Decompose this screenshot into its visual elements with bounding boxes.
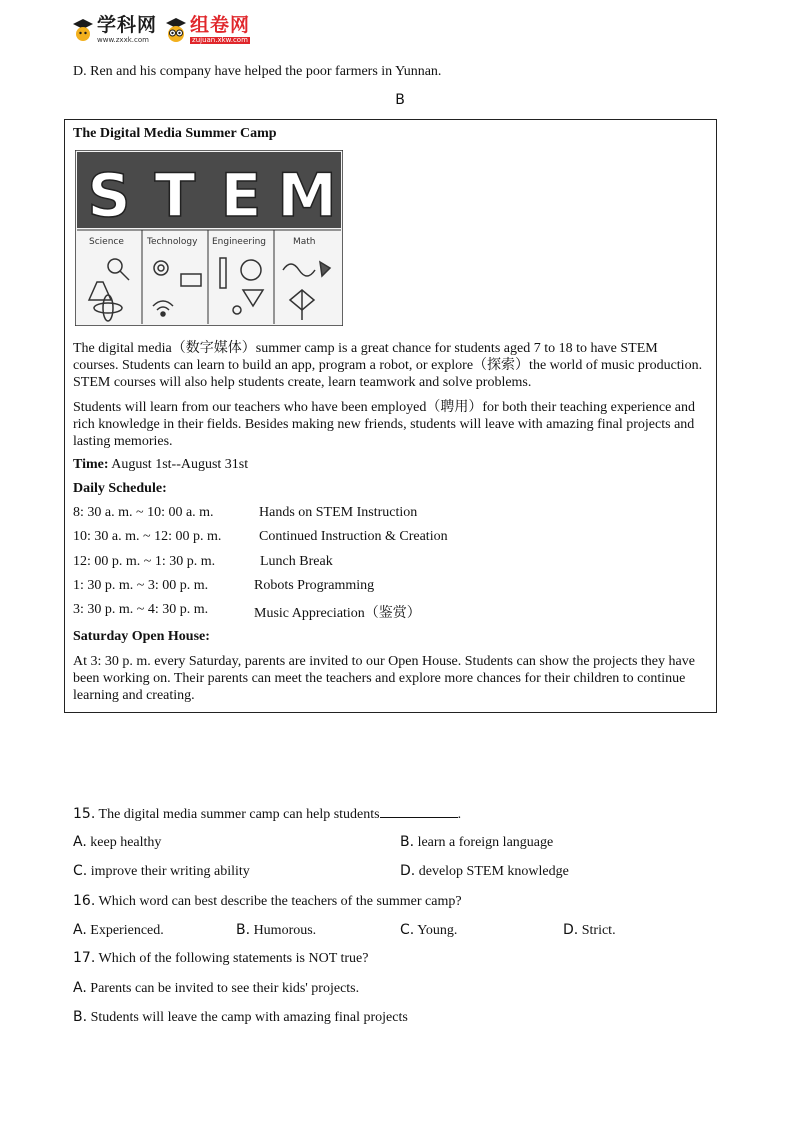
option-text: Humorous. bbox=[250, 923, 317, 938]
question-text: Which of the following statements is NOT true? bbox=[95, 951, 369, 966]
paragraph-line: lasting memories. bbox=[73, 434, 173, 449]
option-letter: C. bbox=[73, 863, 88, 879]
question-text: Which word can best describe the teachers of the summer camp? bbox=[95, 894, 462, 909]
option-15-d[interactable] bbox=[400, 863, 569, 880]
time-line bbox=[73, 456, 709, 473]
question-number: 16. bbox=[73, 893, 96, 909]
option-text: improve their writing ability bbox=[87, 864, 250, 879]
section-label: B bbox=[395, 92, 405, 108]
option-text: Young. bbox=[414, 923, 458, 938]
paragraph-line: STEM courses will also help students create, learn teamwork and solve problems. bbox=[73, 375, 532, 390]
paragraph-line: been working on. Their parents can meet the teachers and explore more chances for their children to continue bbox=[73, 671, 686, 686]
owl-icon bbox=[165, 17, 187, 43]
paragraph-line: At 3: 30 p. m. every Saturday, parents are invited to our Open House. Students can show the projects they have bbox=[73, 654, 695, 669]
option-letter: C. bbox=[400, 922, 415, 938]
option-text: keep healthy bbox=[86, 835, 162, 850]
stem-subject: Technology bbox=[147, 237, 198, 247]
schedule-time: 8: 30 a. m. ~ 10: 00 a. m. bbox=[73, 505, 214, 520]
question-number: 15. bbox=[73, 806, 96, 822]
schedule-time: 10: 30 a. m. ~ 12: 00 p. m. bbox=[73, 529, 222, 544]
schedule-row bbox=[73, 602, 421, 621]
zujuan-logo[interactable] bbox=[165, 16, 250, 44]
option-letter: B. bbox=[73, 1009, 88, 1025]
option-text: Students will leave the camp with amazing final projects bbox=[87, 1010, 408, 1025]
option-text: Parents can be invited to see their kids' projects. bbox=[86, 981, 360, 996]
paragraph-line: Students will learn from our teachers who have been employed（聘用）for both their teaching experience and bbox=[73, 400, 696, 415]
schedule-activity: Lunch Break bbox=[260, 554, 333, 569]
option-16-b[interactable] bbox=[236, 922, 316, 939]
paragraph-1 bbox=[73, 340, 709, 391]
header-logos bbox=[72, 10, 250, 50]
xueke-logo-name: 学科网 bbox=[97, 14, 158, 36]
question-17 bbox=[73, 950, 368, 967]
schedule-time: 3: 30 p. m. ~ 4: 30 p. m. bbox=[73, 602, 209, 617]
stem-letter: S bbox=[87, 161, 131, 231]
paragraph-line: courses. Students can learn to build an app, program a robot, or explore（探索）the world of music production. bbox=[73, 358, 703, 373]
option-16-c[interactable] bbox=[400, 922, 457, 939]
schedule-row bbox=[73, 554, 333, 570]
schedule-label: Daily Schedule: bbox=[73, 481, 167, 496]
option-16-d[interactable] bbox=[563, 922, 616, 939]
time-label: Time: bbox=[73, 457, 109, 472]
stem-illustration bbox=[75, 150, 343, 326]
question-16 bbox=[73, 893, 462, 910]
schedule-activity: Music Appreciation（鉴赏） bbox=[254, 606, 421, 621]
time-value: August 1st--August 31st bbox=[108, 457, 249, 472]
previous-option-d: D. Ren and his company have helped the poor farmers in Yunnan. bbox=[73, 64, 442, 79]
option-text: Experienced. bbox=[86, 923, 164, 938]
schedule-activity: Continued Instruction & Creation bbox=[259, 529, 448, 544]
schedule-row bbox=[73, 578, 375, 594]
stem-letter: E bbox=[220, 161, 262, 231]
option-15-c[interactable] bbox=[73, 863, 250, 880]
option-text: learn a foreign language bbox=[414, 835, 554, 850]
question-number: 17. bbox=[73, 950, 96, 966]
stem-subject: Science bbox=[89, 237, 124, 247]
schedule-time: 12: 00 p. m. ~ 1: 30 p. m. bbox=[73, 554, 216, 569]
option-letter: D. bbox=[563, 922, 579, 938]
xueke-logo-url: www.zxxk.com bbox=[97, 36, 149, 44]
option-text: Strict. bbox=[578, 923, 616, 938]
zujuan-logo-name: 组卷网 bbox=[190, 14, 251, 36]
option-letter: A. bbox=[73, 980, 87, 996]
schedule-activity: Hands on STEM Instruction bbox=[259, 505, 418, 520]
passage-title: The Digital Media Summer Camp bbox=[73, 126, 277, 141]
paragraph-line: learning and creating. bbox=[73, 688, 195, 703]
option-text: develop STEM knowledge bbox=[415, 864, 569, 879]
stem-subject: Math bbox=[293, 237, 316, 247]
paragraph-2 bbox=[73, 399, 709, 450]
paragraph-line: rich knowledge in their fields. Besides making new friends, students will leave with amazing final projects and bbox=[73, 417, 695, 432]
option-17-b[interactable] bbox=[73, 1009, 408, 1026]
option-letter: B. bbox=[236, 922, 251, 938]
option-17-a[interactable] bbox=[73, 980, 359, 997]
open-house-label: Saturday Open House: bbox=[73, 629, 210, 644]
paragraph-3 bbox=[73, 653, 709, 704]
option-letter: A. bbox=[73, 834, 87, 850]
zujuan-logo-url: zujuan.xkw.com bbox=[190, 37, 250, 44]
question-end: . bbox=[457, 807, 462, 822]
answer-blank[interactable] bbox=[380, 805, 458, 818]
schedule-time: 1: 30 p. m. ~ 3: 00 p. m. bbox=[73, 578, 209, 593]
paragraph-line: The digital media（数字媒体）summer camp is a great chance for students aged 7 to 18 to have STEM bbox=[73, 341, 658, 356]
stem-subject: Engineering bbox=[212, 237, 266, 247]
question-15 bbox=[73, 805, 461, 823]
schedule-row bbox=[73, 529, 448, 545]
passage-box bbox=[64, 119, 717, 713]
option-letter: D. bbox=[400, 863, 416, 879]
stem-letter: M bbox=[277, 161, 337, 231]
option-15-a[interactable] bbox=[73, 834, 161, 851]
option-letter: A. bbox=[73, 922, 87, 938]
option-15-b[interactable] bbox=[400, 834, 553, 851]
option-16-a[interactable] bbox=[73, 922, 164, 939]
question-text: The digital media summer camp can help students bbox=[95, 807, 380, 822]
stem-letter: T bbox=[154, 161, 196, 231]
schedule-row bbox=[73, 505, 418, 521]
mortarboard-icon bbox=[72, 17, 94, 43]
schedule-activity: Robots Programming bbox=[254, 578, 375, 593]
option-letter: B. bbox=[400, 834, 415, 850]
xueke-logo[interactable] bbox=[72, 16, 157, 44]
